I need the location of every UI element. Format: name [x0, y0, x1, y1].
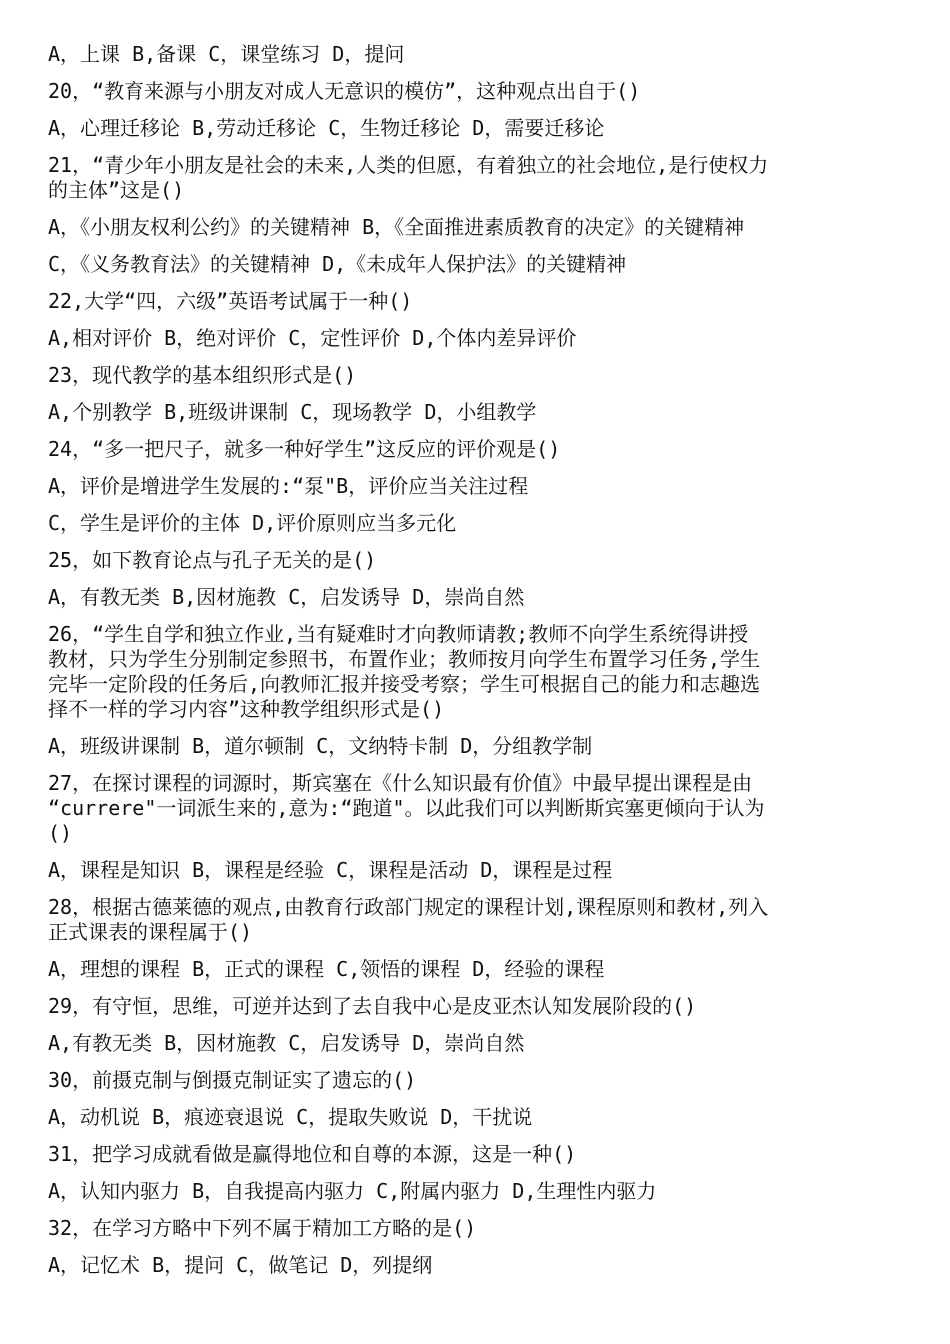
text-line: A，班级讲课制 B，道尔顿制 C，文纳特卡制 D，分组教学制 — [48, 734, 593, 758]
text-line: A，动机说 B，痕迹衰退说 C，提取失败说 D，干扰说 — [48, 1105, 533, 1129]
text-line: 24，“多一把尺子，就多一种好学生”这反应的评价观是() — [48, 437, 561, 461]
text-line: A，有教无类 B,因材施教 C，启发诱导 D，崇尚自然 — [48, 585, 525, 609]
text-line: () — [48, 821, 73, 845]
text-line: A，评价是增进学生发展的:“泵"B，评价应当关注过程 — [48, 474, 529, 498]
text-line: 正式课表的课程属于() — [48, 920, 253, 944]
text-line: 择不一样的学习内容”这种教学组织形式是() — [48, 697, 445, 721]
text-line: 32，在学习方略中下列不属于精加工方略的是() — [48, 1216, 477, 1240]
text-line: 20，“教育来源与小朋友对成人无意识的模仿”，这种观点出自于() — [48, 79, 641, 103]
text-line: A，认知内驱力 B，自我提高内驱力 C,附属内驱力 D,生理性内驱力 — [48, 1179, 657, 1203]
text-line: 26，“学生自学和独立作业,当有疑难时才向教师请教;教师不向学生系统得讲授 — [48, 622, 749, 646]
text-line: A,有教无类 B，因材施教 C，启发诱导 D，崇尚自然 — [48, 1031, 525, 1055]
text-line: A，上课 B,备课 C，课堂练习 D，提问 — [48, 42, 405, 66]
text-line: A，理想的课程 B，正式的课程 C,领悟的课程 D，经验的课程 — [48, 957, 605, 981]
text-line: 27，在探讨课程的词源时，斯宾塞在《什么知识最有价值》中最早提出课程是由 — [48, 771, 753, 795]
text-line: 21，“青少年小朋友是社会的未来,人类的但愿，有着独立的社会地位,是行使权力 — [48, 153, 769, 177]
text-line: 23，现代教学的基本组织形式是() — [48, 363, 357, 387]
text-line: C，《义务教育法》的关键精神 D,《未成年人保护法》的关键精神 — [48, 252, 627, 276]
text-line: C，学生是评价的主体 D,评价原则应当多元化 — [48, 511, 457, 535]
text-line: 28，根据古德莱德的观点,由教育行政部门规定的课程计划,课程原则和教材,列入 — [48, 895, 769, 919]
text-line: 31，把学习成就看做是赢得地位和自尊的本源，这是一种() — [48, 1142, 577, 1166]
text-line: A，课程是知识 B，课程是经验 C，课程是活动 D，课程是过程 — [48, 858, 613, 882]
text-line: 22,大学“四，六级”英语考试属于一种() — [48, 289, 413, 313]
text-line: A,个别教学 B,班级讲课制 C，现场教学 D，小组教学 — [48, 400, 537, 424]
text-line: 教材，只为学生分别制定参照书，布置作业；教师按月向学生布置学习任务,学生 — [48, 647, 761, 671]
text-line: 完毕一定阶段的任务后,向教师汇报并接受考察；学生可根据自己的能力和志趣选 — [48, 672, 761, 696]
text-line: 30，前摄克制与倒摄克制证实了遗忘的() — [48, 1068, 417, 1092]
text-line: A，《小朋友权利公约》的关键精神 B，《全面推进素质教育的决定》的关键精神 — [48, 215, 745, 239]
text-line: A，心理迁移论 B,劳动迁移论 C，生物迁移论 D，需要迁移论 — [48, 116, 605, 140]
text-line: 25，如下教育论点与孔子无关的是() — [48, 548, 377, 572]
text-line: 29，有守恒，思维，可逆并达到了去自我中心是皮亚杰认知发展阶段的() — [48, 994, 697, 1018]
text-line: “currere"一词派生来的,意为:“跑道"。以此我们可以判断斯宾塞更倾向于认为 — [48, 796, 765, 820]
text-line: A，记忆术 B，提问 C，做笔记 D，列提纲 — [48, 1253, 433, 1277]
text-line: A,相对评价 B，绝对评价 C，定性评价 D,个体内差异评价 — [48, 326, 577, 350]
text-line: 的主体”这是() — [48, 178, 185, 202]
